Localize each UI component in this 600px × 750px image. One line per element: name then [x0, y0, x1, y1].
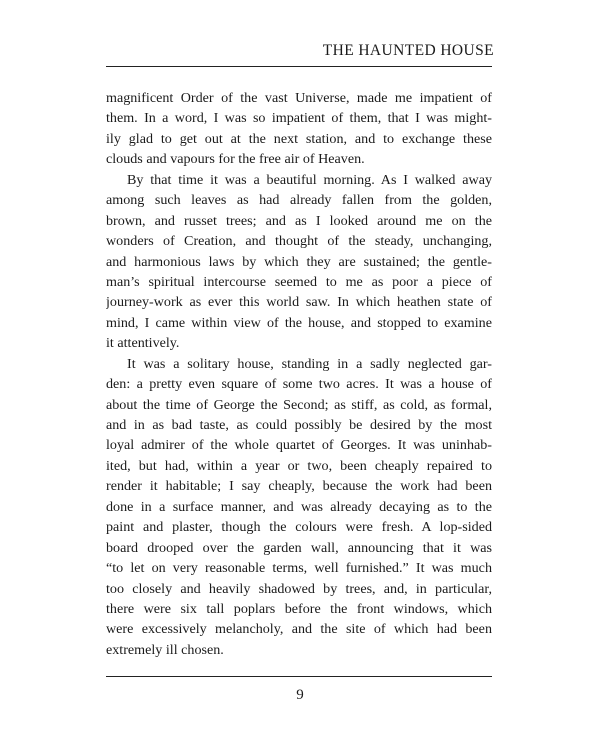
text-line: journey-work as ever this world saw. In which heathen state of [106, 294, 492, 311]
footer-rule [106, 676, 492, 677]
text-line: brown, and russet trees; and as I looked around me on the [106, 212, 492, 229]
text-line: ily glad to get out at the next station, and to exchange these [106, 130, 492, 147]
text-line: them. In a word, I was so impatient of them, that I was might- [106, 110, 492, 127]
text-line: It was a solitary house, standing in a sadly neglected gar- [127, 355, 492, 372]
text-line: and harmonious laws by which they are sustained; the gentle- [106, 253, 492, 270]
body-text [106, 88, 492, 660]
text-line: it attentively. [106, 335, 180, 352]
text-line: wonders of Creation, and thought of the steady, unchanging, [106, 233, 492, 250]
paragraph [106, 354, 492, 661]
text-line: among such leaves as had already fallen from the golden, [106, 192, 492, 209]
text-line: done in a surface manner, and was already decaying as to the [106, 498, 492, 515]
text-line: clouds and vapours for the free air of Heaven. [106, 151, 365, 168]
paragraph [106, 170, 492, 354]
text-line: ited, but had, within a year or two, been cheaply repaired to [106, 457, 492, 474]
text-line: mind, I came within view of the house, and stopped to examine [106, 314, 492, 331]
text-line: man’s spiritual intercourse seemed to me as poor a piece of [106, 273, 492, 290]
text-line: By that time it was a beautiful morning. As I walked away [127, 171, 492, 188]
text-line: there were six tall poplars before the front windows, which [106, 600, 492, 617]
text-line: about the time of George the Second; as stiff, as cold, as formal, [106, 396, 492, 413]
paragraph [106, 88, 492, 170]
text-line: too closely and heavily shadowed by trees, and, in particular, [106, 580, 492, 597]
page-number: 9 [296, 687, 304, 703]
header-rule [106, 66, 492, 67]
text-line: “to let on very reasonable terms, well furnished.” It was much [106, 560, 492, 577]
text-line: paint and plaster, though the colours were fresh. A lop-sided [106, 519, 492, 536]
text-line: loyal admirer of the whole quartet of Georges. It was uninhab- [106, 437, 492, 454]
text-line: were excessively melancholy, and the site of which had been [106, 621, 492, 638]
text-line: magnificent Order of the vast Universe, made me impatient of [106, 90, 492, 106]
running-head: THE HAUNTED HOUSE [322, 42, 494, 59]
text-line: den: a pretty even square of some two acres. It was a house of [106, 376, 492, 393]
text-line: and in as bad taste, as could possibly be desired by the most [106, 417, 492, 433]
text-line: render it habitable; I say cheaply, because the work had been [106, 478, 492, 495]
text-line: extremely ill chosen. [106, 641, 224, 658]
text-line: board drooped over the garden wall, announcing that it was [106, 539, 492, 556]
